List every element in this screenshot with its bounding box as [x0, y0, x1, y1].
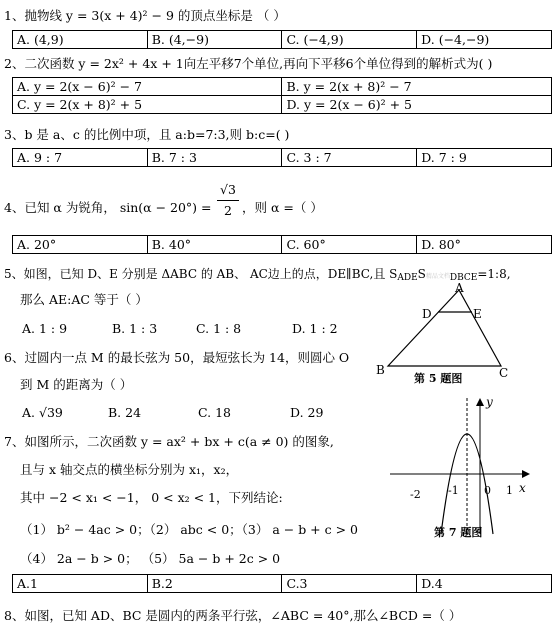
q5-option-b: B. 1 : 3: [112, 321, 158, 336]
q6-line1: 6、过圆内一点 M 的最长弦为 50，最短弦长为 14，则圆心 O: [4, 350, 350, 365]
q7-option-d: D.4: [417, 575, 552, 593]
q5-option-d: D. 1 : 2: [292, 321, 338, 336]
q4-frac-num: √3: [220, 182, 236, 197]
q5-line1-c: =1:8,: [477, 267, 511, 281]
label-d: D: [422, 307, 432, 321]
q5-line1-b: S: [417, 267, 426, 281]
q4-option-b: B. 40°: [147, 236, 282, 254]
label-c: C: [499, 366, 509, 380]
q7-figure-caption: 第 7 题图: [434, 526, 483, 539]
q3-options: [12, 148, 552, 167]
q4-option-c: C. 60°: [282, 236, 417, 254]
q3-option-a: A. 9 : 7: [13, 149, 148, 167]
q7-line5: （4） 2a − b > 0； （5） 5a − b + 2c > 0: [20, 551, 281, 566]
q4-frac-bar: [217, 200, 239, 201]
q7-line3: 其中 −2 < x₁ < −1， 0 < x₂ < 1，下列结论:: [20, 490, 283, 505]
q2-option-c: C. y = 2(x + 8)² + 5: [13, 96, 282, 114]
q3-option-c: C. 3 : 7: [282, 149, 417, 167]
q7-option-c: C.3: [282, 575, 417, 593]
q4-frac-den: 2: [224, 203, 232, 218]
q5-option-a: A. 1 : 9: [22, 321, 68, 336]
tick-neg1: -1: [448, 484, 459, 497]
tick-neg2: -2: [410, 488, 421, 501]
label-a: A: [455, 282, 464, 295]
q3-stem: 3、b 是 a、c 的比例中项，且 a:b=7:3,则 b:c=( ): [4, 127, 290, 142]
q5-sub-ade: ADE: [397, 273, 418, 283]
q4-options: [12, 235, 552, 254]
q2-option-d: D. y = 2(x − 6)² + 5: [282, 96, 552, 114]
watermark: 精品文档: [425, 273, 450, 280]
q2-option-a: A. y = 2(x − 6)² − 7: [13, 78, 282, 96]
q7-line4: （1） b² − 4ac > 0；（2） abc < 0；（3） a − b + c > 0: [20, 522, 358, 537]
q5-figure-caption: 第 5 题图: [414, 372, 463, 385]
tick-0: 0: [484, 484, 491, 497]
q1-stem: 1、抛物线 y = 3(x + 4)² − 9 的顶点坐标是 （ ）: [4, 8, 286, 23]
q1-option-c: C. (−4,9): [282, 31, 417, 49]
q5-option-c: C. 1 : 8: [196, 321, 242, 336]
q7-line2: 且与 x 轴交点的横坐标分别为 x₁，x₂，: [20, 462, 239, 477]
q4-stem-prefix: 4、已知 α 为锐角， sin(α − 20°) =: [4, 200, 212, 215]
q5-sub-dbce: DBCE: [449, 273, 478, 283]
x-axis-arrow: [522, 470, 530, 478]
triangle-abc: [388, 290, 501, 366]
q8-stem: 8、如图，已知 AD、BC 是圆内的两条平行弦，∠ABC = 40°,那么∠BCD =（ ）: [4, 608, 462, 623]
q5-triangle-figure: [372, 282, 512, 390]
x-axis-label: x: [519, 481, 526, 495]
label-b: B: [376, 363, 385, 377]
y-axis-label: y: [486, 395, 493, 409]
q1-option-a: A. (4,9): [13, 31, 148, 49]
q1-option-b: B. (4,−9): [147, 31, 282, 49]
q5-line1-a: 5、如图，已知 D、E 分别是 ΔABC 的 AB、 AC边上的点，DE∥BC,且 S: [4, 267, 398, 281]
q4-stem-suffix: ，则 α =（ ）: [242, 200, 323, 215]
q7-option-b: B.2: [147, 575, 282, 593]
q5-line2: 那么 AE:AC 等于（ ）: [20, 292, 148, 307]
q7-line1: 7、如图所示，二次函数 y = ax² + bx + c(a ≠ 0) 的图象,: [4, 434, 334, 449]
tick-1: 1: [506, 484, 513, 497]
q6-line2: 到 M 的距离为（ ）: [20, 377, 133, 392]
q3-option-b: B. 7 : 3: [147, 149, 282, 167]
q4-option-a: A. 20°: [13, 236, 148, 254]
q3-option-d: D. 7 : 9: [417, 149, 552, 167]
q6-option-c: C. 18: [198, 405, 231, 420]
q7-option-a: A.1: [13, 575, 148, 593]
q7-options: [12, 574, 552, 593]
label-e: E: [473, 307, 482, 321]
q1-option-d: D. (−4,−9): [417, 31, 552, 49]
q4-option-d: D. 80°: [417, 236, 552, 254]
q6-option-b: B. 24: [108, 405, 142, 420]
q2-options: [12, 77, 552, 114]
q2-option-b: B. y = 2(x + 8)² − 7: [282, 78, 552, 96]
q7-parabola-figure: [386, 394, 546, 544]
q1-options: [12, 30, 552, 49]
q6-option-d: D. 29: [290, 405, 324, 420]
q6-option-a: A. √39: [22, 405, 63, 420]
y-axis-arrow: [476, 398, 484, 406]
q2-stem: 2、二次函数 y = 2x² + 4x + 1向左平移7个单位,再向下平移6个单位得到的解析式为( ): [4, 56, 493, 71]
